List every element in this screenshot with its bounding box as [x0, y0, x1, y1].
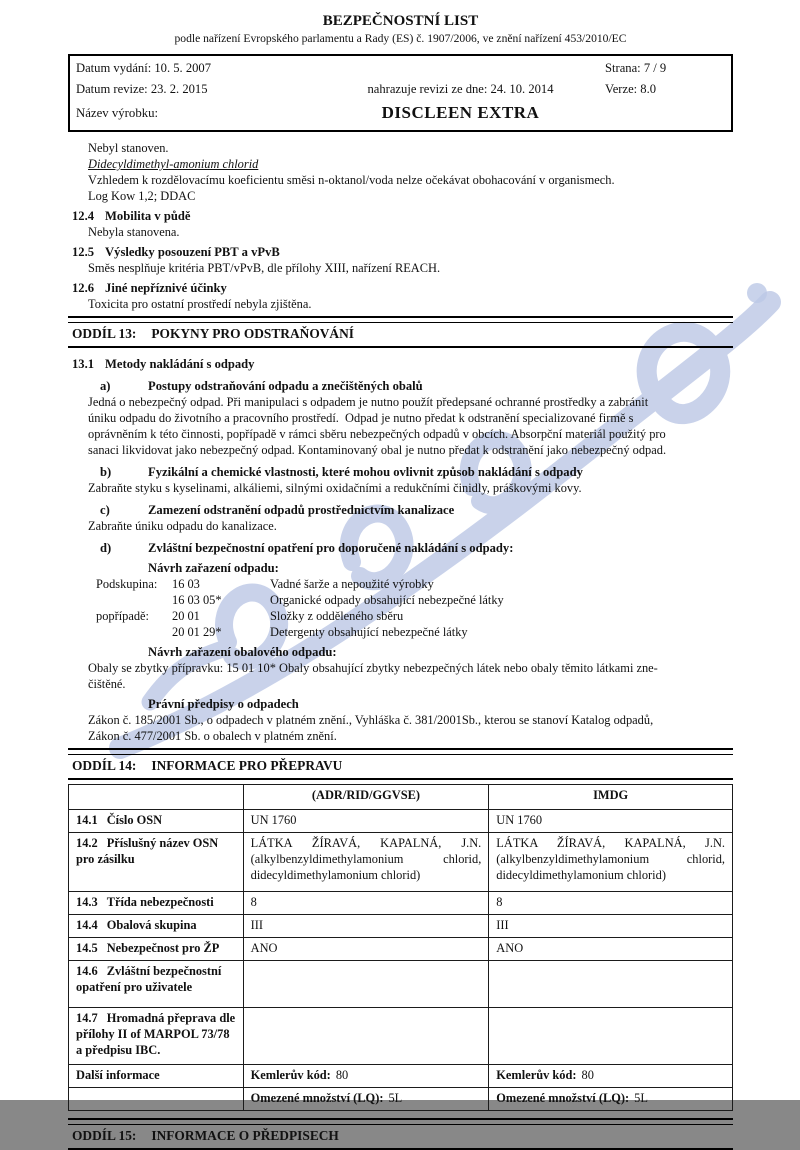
- body-line: Nebyl stanoven.: [88, 141, 169, 155]
- table-corner-cell: [69, 785, 244, 810]
- body-line: sanaci likvidovat jako nebezpečný odpad. Kontaminovaný obal je nutno předat k odstranění jako nebezpečný odpad.: [88, 443, 667, 457]
- table-row: 14.7 Hromadná přeprava dle přílohy II of MARPOL 73/78 a předpisu IBC.: [69, 1008, 733, 1065]
- section-rule: [68, 748, 733, 755]
- heading-b: b) Fyzikální a chemické vlastnosti, které mohou ovlivnit způsob nakládání s odpady: [100, 465, 583, 479]
- page-number: Strana: 7 / 9: [605, 61, 667, 75]
- body-line: Zákon č. 185/2001 Sb., o odpadech v platném znění., Vyhláška č. 381/2001Sb., kterou se stanoví Katalog odpadů,: [88, 713, 654, 727]
- table-row: 14.2 Příslušný název OSN pro zásilku LÁTKA ŽÍRAVÁ, KAPALNÁ, J.N. (alkylbenzyldimethylamonium chlorid, didecyldimethylamonium chlorid) LÁTKA ŽÍRAVÁ, KAPALNÁ, J.N. (alkylbenzyldimethylamonium chlorid, didecyldimethylamonium chlorid): [69, 833, 733, 892]
- product-name-label: Název výrobku:: [76, 106, 159, 120]
- header-row-1: [76, 58, 725, 79]
- cell-imdg: [489, 1008, 733, 1065]
- document-title: BEZPEČNOSTNÍ LIST: [322, 13, 479, 29]
- body-line: Nebyla stanovena.: [88, 225, 180, 239]
- heading-12-5: 12.5 Výsledky posouzení PBT a vPvB: [72, 245, 280, 259]
- cell-adr: [243, 961, 489, 1008]
- body-line: čištěné.: [88, 677, 126, 691]
- waste-code-row: popřípadě: 20 01 Složky z odděleného sběru: [96, 609, 404, 623]
- cell-imdg: UN 1760: [489, 810, 733, 833]
- table-row-limited-quantity: [69, 1088, 733, 1111]
- cell-adr-kemler: Kemlerův kód: 80: [243, 1065, 489, 1088]
- issue-date: Datum vydání: 10. 5. 2007: [76, 61, 212, 75]
- document-subtitle: podle nařízení Evropského parlamentu a Rady (ES) č. 1907/2006, ve znění nařízení 453/2010/EC: [174, 32, 627, 45]
- heading-13-1: 13.1 Metody nakládání s odpady: [72, 357, 255, 371]
- section-14-header: ODDÍL 14: INFORMACE PRO PŘEPRAVU: [68, 748, 733, 780]
- body-line: oprávněním k této činnosti, popřípadě v rámci sběru nebezpečných odpadů v obcích. Absorpční materiál použitý pro: [88, 427, 666, 441]
- body-line: Toxicita pro ostatní prostředí nebyla zjištěna.: [88, 297, 312, 311]
- revision-date: Datum revize: 23. 2. 2015: [76, 82, 208, 96]
- table-row: 14.3 Třída nebezpečnosti 8 8: [69, 892, 733, 915]
- waste-code-row: 16 03 05* Organické odpady obsahující nebezpečné látky: [172, 593, 504, 607]
- body-line: Zabraňte úniku odpadu do kanalizace.: [88, 519, 277, 533]
- cell-adr-lq: Omezené množství (LQ): 5L: [243, 1088, 489, 1111]
- table-row: 14.4 Obalová skupina III III: [69, 915, 733, 938]
- column-header-imdg: IMDG: [489, 785, 733, 810]
- additional-info-label: Další informace: [69, 1065, 244, 1088]
- table-row: 14.1 Číslo OSN UN 1760 UN 1760: [69, 810, 733, 833]
- table-row-additional-info: [69, 1065, 733, 1088]
- cell-imdg-kemler: Kemlerův kód: 80: [489, 1065, 733, 1088]
- body-line: Jedná o nebezpečný odpad. Při manipulaci s odpadem je nutno použít předepsané ochranné prostředky a zabránit: [88, 395, 649, 409]
- body-line: Zabraňte styku s kyselinami, alkáliemi, silnými oxidačními a redukčními činidly, práškovými kovy.: [88, 481, 582, 495]
- heading-c: c) Zamezení odstranění odpadů prostřednictvím kanalizace: [100, 503, 455, 517]
- empty-cell: [69, 1088, 244, 1111]
- transport-table: [68, 784, 733, 1111]
- replaces-revision: nahrazuje revizi ze dne: 24. 10. 2014: [367, 82, 554, 96]
- section-13: [68, 356, 733, 744]
- product-name: DISCLEEN EXTRA: [381, 103, 540, 122]
- section-13-header: ODDÍL 13: POKYNY PRO ODSTRAŇOVÁNÍ: [68, 316, 733, 348]
- cell-adr: 8: [243, 892, 489, 915]
- cell-adr: ANO: [243, 938, 489, 961]
- section-rule: [68, 316, 733, 323]
- section-rule: [68, 1118, 733, 1125]
- header-spacer: [605, 100, 725, 126]
- cell-adr: UN 1760: [243, 810, 489, 833]
- body-line: Vzhledem k rozdělovacímu koeficientu směsi n-oktanol/voda nelze očekávat obohacování v organismech.: [88, 173, 615, 187]
- section-15-header: ODDÍL 15: INFORMACE O PŘEDPISECH: [68, 1118, 733, 1150]
- version: Verze: 8.0: [605, 82, 657, 96]
- table-row: 14.5 Nebezpečnost pro ŽP ANO ANO: [69, 938, 733, 961]
- waste-code-row: 20 01 29* Detergenty obsahující nebezpečné látky: [172, 625, 468, 639]
- chemical-name: Didecyldimethyl-amonium chlorid: [88, 157, 259, 171]
- cell-adr: III: [243, 915, 489, 938]
- header-row-2: [76, 79, 725, 100]
- heading-12-4: 12.4 Mobilita v půdě: [72, 209, 191, 223]
- table-row: 14.6 Zvláštní bezpečnostní opatření pro uživatele: [69, 961, 733, 1008]
- body-line: Směs nesplňuje kritéria PBT/vPvB, dle přílohy XIII, nařízení REACH.: [88, 261, 441, 275]
- cell-imdg: ANO: [489, 938, 733, 961]
- cell-imdg: 8: [489, 892, 733, 915]
- cell-imdg-lq: Omezené množství (LQ): 5L: [489, 1088, 733, 1111]
- cell-imdg: [489, 961, 733, 1008]
- waste-code-row: Podskupina: 16 03 Vadné šarže a nepoužité výrobky: [96, 577, 434, 591]
- cell-adr: LÁTKA ŽÍRAVÁ, KAPALNÁ, J.N. (alkylbenzyldimethylamonium chlorid, didecyldimethylamonium chlorid): [243, 833, 489, 892]
- heading-12-6: 12.6 Jiné nepříznivé účinky: [72, 281, 227, 295]
- legal-regulations-heading: Právní předpisy o odpadech: [148, 697, 299, 711]
- cell-imdg: III: [489, 915, 733, 938]
- body-line: úniku odpadu do životního a pracovního prostředí. Odpad je nutno předat k odstranění specializované firmě s: [88, 411, 634, 425]
- header-row-3: [76, 100, 725, 126]
- body-line: Zákon č. 477/2001 Sb. o obalech v platném znění.: [88, 729, 337, 743]
- table-header-row: [69, 785, 733, 810]
- cell-adr: [243, 1008, 489, 1065]
- waste-classification-heading: Návrh zařazení odpadu:: [148, 561, 279, 575]
- packaging-waste-heading: Návrh zařazení obalového odpadu:: [148, 645, 337, 659]
- header-spacer: [316, 58, 605, 79]
- section-12: [68, 140, 733, 312]
- cell-imdg: LÁTKA ŽÍRAVÁ, KAPALNÁ, J.N. (alkylbenzyldimethylamonium chlorid, didecyldimethylamonium chlorid): [489, 833, 733, 892]
- body-line: Log Kow 1,2; DDAC: [88, 189, 196, 203]
- column-header-adr: (ADR/RID/GGVSE): [243, 785, 489, 810]
- heading-a: a) Postupy odstraňování odpadu a znečištěných obalů: [100, 379, 423, 393]
- body-line: Obaly se zbytky přípravku: 15 01 10* Obaly obsahující zbytky nebezpečných látek nebo obaly těmito látkami zne-: [88, 661, 658, 675]
- document-header-box: [68, 54, 733, 132]
- heading-d: d) Zvláštní bezpečnostní opatření pro doporučené nakládání s odpady:: [100, 541, 514, 555]
